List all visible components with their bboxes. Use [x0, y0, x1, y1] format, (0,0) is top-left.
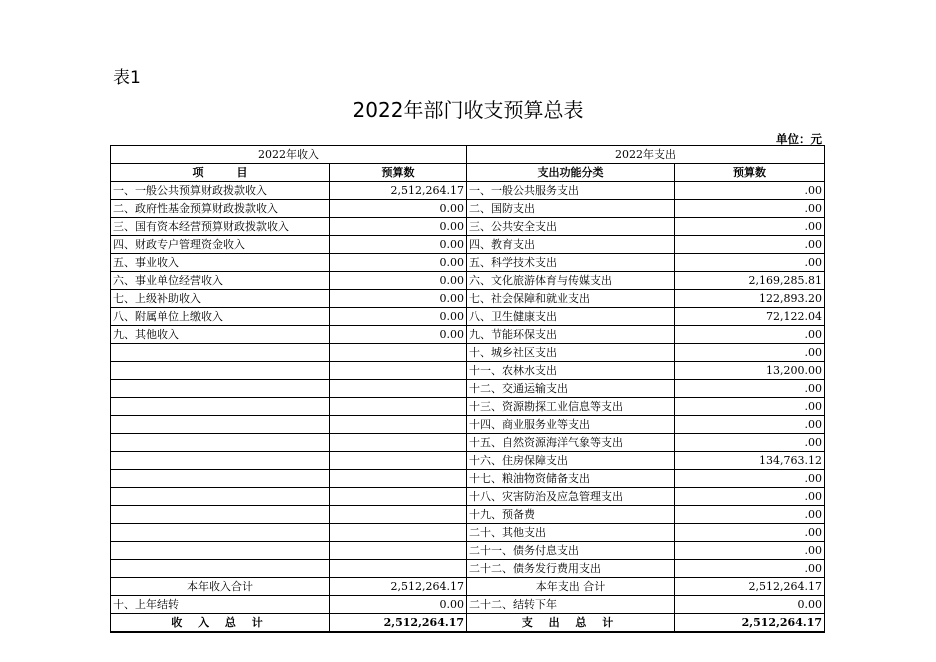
income-item-cell: [111, 362, 330, 380]
income-amount-cell: 2,512,264.17: [330, 614, 467, 633]
expense-item-cell: 十二、交通运输支出: [467, 380, 675, 398]
expense-amount-cell: 2,512,264.17: [675, 614, 825, 633]
income-amount-cell: [330, 506, 467, 524]
income-amount-cell: 2,512,264.17: [330, 578, 467, 596]
expense-item-cell: 十九、预备费: [467, 506, 675, 524]
income-amount-cell: [330, 542, 467, 560]
table-row: [111, 488, 825, 506]
expense-amount-cell: .00: [675, 470, 825, 488]
income-amount-cell: [330, 362, 467, 380]
carry-over-row: [111, 596, 825, 614]
expense-amount-cell: 122,893.20: [675, 290, 825, 308]
expense-amount-cell: 0.00: [675, 596, 825, 614]
table-row: [111, 290, 825, 308]
income-amount-cell: 0.00: [330, 308, 467, 326]
grand-total-row: [111, 614, 825, 633]
expense-item-cell: 本年支出 合计: [467, 578, 675, 596]
table-row: [111, 560, 825, 578]
unit-label: 单位：元: [776, 132, 822, 146]
income-item-cell: 四、财政专户管理资金收入: [111, 236, 330, 254]
table-row: [111, 506, 825, 524]
income-item-cell: 本年收入合计: [111, 578, 330, 596]
expense-item-cell: 二十二、结转下年: [467, 596, 675, 614]
table-row: [111, 398, 825, 416]
income-amount-cell: [330, 452, 467, 470]
expense-amount-cell: .00: [675, 434, 825, 452]
expense-item-cell: 十六、住房保障支出: [467, 452, 675, 470]
table-row: [111, 470, 825, 488]
expense-item-cell: 十三、资源勘探工业信息等支出: [467, 398, 675, 416]
expense-amount-cell: .00: [675, 254, 825, 272]
income-item-cell: [111, 560, 330, 578]
income-item-cell: [111, 398, 330, 416]
income-amount-cell: [330, 488, 467, 506]
table-label: 表1: [113, 68, 141, 88]
income-item-cell: 六、事业单位经营收入: [111, 272, 330, 290]
table-row: [111, 542, 825, 560]
expense-item-cell: 四、教育支出: [467, 236, 675, 254]
expense-item-cell: 支 出 总 计: [467, 614, 675, 633]
table-row: [111, 182, 825, 200]
income-item-cell: 十、上年结转: [111, 596, 330, 614]
expense-item-cell: 二十一、债务付息支出: [467, 542, 675, 560]
expense-item-cell: 十五、自然资源海洋气象等支出: [467, 434, 675, 452]
expense-amount-cell: .00: [675, 380, 825, 398]
income-item-cell: [111, 344, 330, 362]
income-amount-cell: [330, 470, 467, 488]
income-amount-cell: [330, 380, 467, 398]
table-row: [111, 362, 825, 380]
expense-item-cell: 十七、粮油物资储备支出: [467, 470, 675, 488]
income-amount-cell: 0.00: [330, 272, 467, 290]
expense-item-cell: 五、科学技术支出: [467, 254, 675, 272]
expense-amount-cell: .00: [675, 398, 825, 416]
income-item-cell: [111, 380, 330, 398]
expense-item-cell: 六、文化旅游体育与传媒支出: [467, 272, 675, 290]
income-amount-cell: 0.00: [330, 326, 467, 344]
income-item-cell: 一、一般公共预算财政拨款收入: [111, 182, 330, 200]
expense-item-cell: 二十、其他支出: [467, 524, 675, 542]
income-item-cell: [111, 506, 330, 524]
expense-item-cell: 二、国防支出: [467, 200, 675, 218]
table-row: [111, 308, 825, 326]
table-row: [111, 524, 825, 542]
expense-item-cell: 十、城乡社区支出: [467, 344, 675, 362]
income-item-cell: [111, 416, 330, 434]
page-title: 2022年部门收支预算总表: [352, 98, 584, 122]
income-amount-cell: [330, 434, 467, 452]
income-amount-cell: [330, 398, 467, 416]
income-amount-cell: [330, 524, 467, 542]
table-row: [111, 236, 825, 254]
expense-amount-cell: .00: [675, 218, 825, 236]
expense-amount-cell: 2,512,264.17: [675, 578, 825, 596]
expense-amount-cell: .00: [675, 236, 825, 254]
expense-item-cell: 十八、灾害防治及应急管理支出: [467, 488, 675, 506]
table-row: [111, 272, 825, 290]
income-amount-header: 预算数: [330, 164, 467, 182]
income-amount-cell: 0.00: [330, 236, 467, 254]
income-amount-cell: [330, 344, 467, 362]
income-group-header: 2022年收入: [111, 146, 467, 164]
expense-item-cell: 八、卫生健康支出: [467, 308, 675, 326]
expense-amount-cell: .00: [675, 542, 825, 560]
income-item-cell: 二、政府性基金预算财政拨款收入: [111, 200, 330, 218]
expense-amount-cell: .00: [675, 506, 825, 524]
expense-item-cell: 十一、农林水支出: [467, 362, 675, 380]
income-item-cell: 五、事业收入: [111, 254, 330, 272]
table-row: [111, 218, 825, 236]
income-item-cell: [111, 434, 330, 452]
income-item-header: 项 目: [111, 164, 330, 182]
expense-item-cell: 七、社会保障和就业支出: [467, 290, 675, 308]
income-amount-cell: 0.00: [330, 218, 467, 236]
income-amount-cell: [330, 560, 467, 578]
income-item-cell: [111, 470, 330, 488]
income-item-cell: [111, 488, 330, 506]
header-group-row: [111, 146, 825, 164]
table-row: [111, 416, 825, 434]
income-item-cell: 七、上级补助收入: [111, 290, 330, 308]
expense-item-cell: 十四、商业服务业等支出: [467, 416, 675, 434]
year-total-row: [111, 578, 825, 596]
budget-summary-table: [110, 145, 825, 633]
expense-amount-cell: 72,122.04: [675, 308, 825, 326]
income-item-cell: 八、附属单位上缴收入: [111, 308, 330, 326]
income-item-cell: [111, 452, 330, 470]
expense-amount-cell: .00: [675, 416, 825, 434]
expense-amount-header: 预算数: [675, 164, 825, 182]
expense-item-cell: 三、公共安全支出: [467, 218, 675, 236]
table-row: [111, 254, 825, 272]
income-amount-cell: 2,512,264.17: [330, 182, 467, 200]
table-row: [111, 344, 825, 362]
income-amount-cell: 0.00: [330, 596, 467, 614]
expense-amount-cell: .00: [675, 200, 825, 218]
income-amount-cell: 0.00: [330, 200, 467, 218]
expense-item-header: 支出功能分类: [467, 164, 675, 182]
header-column-row: [111, 164, 825, 182]
income-item-cell: [111, 524, 330, 542]
expense-item-cell: 九、节能环保支出: [467, 326, 675, 344]
expense-group-header: 2022年支出: [467, 146, 825, 164]
table-row: [111, 380, 825, 398]
expense-item-cell: 一、一般公共服务支出: [467, 182, 675, 200]
table-row: [111, 434, 825, 452]
expense-item-cell: 二十二、债务发行费用支出: [467, 560, 675, 578]
income-item-cell: [111, 542, 330, 560]
income-amount-cell: 0.00: [330, 254, 467, 272]
income-item-cell: 九、其他收入: [111, 326, 330, 344]
expense-amount-cell: .00: [675, 326, 825, 344]
income-amount-cell: [330, 416, 467, 434]
income-item-cell: 三、国有资本经营预算财政拨款收入: [111, 218, 330, 236]
expense-amount-cell: .00: [675, 560, 825, 578]
expense-amount-cell: .00: [675, 488, 825, 506]
income-amount-cell: 0.00: [330, 290, 467, 308]
table-row: [111, 452, 825, 470]
table-row: [111, 326, 825, 344]
expense-amount-cell: 13,200.00: [675, 362, 825, 380]
income-item-cell: 收 入 总 计: [111, 614, 330, 633]
expense-amount-cell: 134,763.12: [675, 452, 825, 470]
expense-amount-cell: .00: [675, 182, 825, 200]
expense-amount-cell: .00: [675, 344, 825, 362]
expense-amount-cell: .00: [675, 524, 825, 542]
expense-amount-cell: 2,169,285.81: [675, 272, 825, 290]
table-row: [111, 200, 825, 218]
